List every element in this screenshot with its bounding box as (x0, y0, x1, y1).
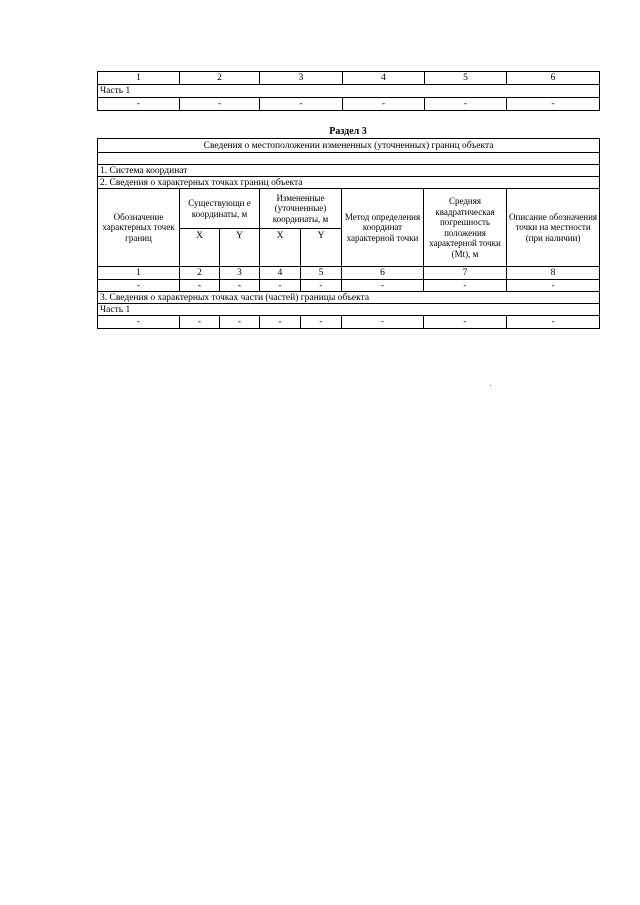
points-title-row (98, 177, 600, 189)
top-col-4: 4 (343, 72, 425, 85)
changed-y: Y (301, 229, 342, 267)
col-number: 5 (301, 267, 342, 280)
table-cell: - (424, 316, 507, 329)
col-designation: Обозначение характерных точек границ (98, 189, 180, 267)
heading-row (98, 139, 600, 153)
col-method: Метод определения координат характерной точки (342, 189, 424, 267)
part-label: Часть 1 (98, 304, 600, 316)
scan-speck (490, 385, 491, 386)
changed-x: X (260, 229, 301, 267)
col-number: 4 (260, 267, 301, 280)
part-value-row (98, 316, 600, 329)
blank-cell (98, 153, 600, 165)
coord-system-label: 1. Система координат (98, 165, 600, 177)
top-cell: - (343, 98, 425, 111)
value-row (98, 280, 600, 292)
top-part-label: Часть 1 (98, 85, 600, 98)
top-col-2: 2 (180, 72, 260, 85)
coord-system-row (98, 165, 600, 177)
col-number: 3 (220, 267, 260, 280)
table-cell: - (424, 280, 507, 292)
col-number: 1 (98, 267, 180, 280)
section-title: Раздел 3 (329, 126, 367, 137)
top-table-header-row (98, 72, 600, 85)
top-table-part-row (98, 85, 600, 98)
section-heading: Сведения о местоположении измененных (уточненных) границ объекта (98, 139, 600, 153)
top-table (97, 71, 600, 111)
col-description: Описание обозначения точки на местности (при наличии) (507, 189, 600, 267)
col-number: 2 (180, 267, 220, 280)
section-table (97, 138, 600, 329)
table-cell: - (220, 316, 260, 329)
top-cell: - (260, 98, 343, 111)
table-cell: - (260, 280, 301, 292)
top-col-3: 3 (260, 72, 343, 85)
points-title: 2. Сведения о характерных точках границ объекта (98, 177, 600, 189)
top-col-6: 6 (507, 72, 600, 85)
table-cell: - (301, 280, 342, 292)
col-existing: Существующи е координаты, м (180, 189, 260, 229)
table-cell: - (180, 280, 220, 292)
parts-title-row (98, 292, 600, 304)
top-col-1: 1 (98, 72, 180, 85)
table-cell: - (98, 280, 180, 292)
col-accuracy: Средняя квадратическая погрешность положения характерной точки (Mt), м (424, 189, 507, 267)
top-cell: - (180, 98, 260, 111)
table-cell: - (98, 316, 180, 329)
existing-y: Y (220, 229, 260, 267)
col-number: 7 (424, 267, 507, 280)
col-changed: Измененные (уточненные) координаты, м (260, 189, 342, 229)
col-number: 8 (507, 267, 600, 280)
top-cell: - (425, 98, 507, 111)
top-cell: - (507, 98, 600, 111)
top-table-value-row (98, 98, 600, 111)
blank-row (98, 153, 600, 165)
table-cell: - (220, 280, 260, 292)
header-row-1 (98, 189, 600, 229)
table-cell: - (260, 316, 301, 329)
top-cell: - (98, 98, 180, 111)
number-row (98, 267, 600, 280)
table-cell: - (507, 280, 600, 292)
top-col-5: 5 (425, 72, 507, 85)
existing-x: X (180, 229, 220, 267)
parts-title: 3. Сведения о характерных точках части (частей) границы объекта (98, 292, 600, 304)
table-cell: - (507, 316, 600, 329)
table-cell: - (180, 316, 220, 329)
table-cell: - (342, 280, 424, 292)
part-label-row (98, 304, 600, 316)
col-number: 6 (342, 267, 424, 280)
table-cell: - (301, 316, 342, 329)
table-cell: - (342, 316, 424, 329)
